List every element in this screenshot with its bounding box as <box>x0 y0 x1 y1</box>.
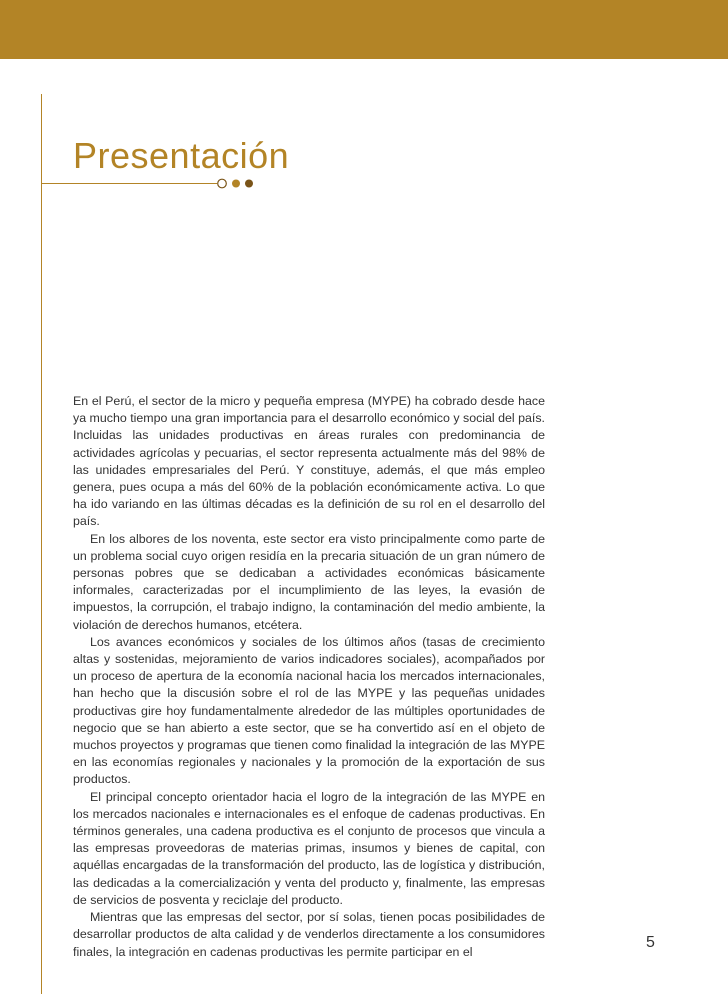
title-ornament <box>41 172 271 192</box>
page-title: Presentación <box>73 135 290 176</box>
hollow-circle-icon <box>218 179 227 188</box>
header-band <box>0 0 728 59</box>
paragraph: En los albores de los noventa, este sector era visto principalmente como parte de un problema social cuyo origen residía en la precaria situación de un gran número de personas pobres que se dedicaban a actividades económicas básicamente informales, caracterizadas por el incumplimiento de las leyes, la evasión de impuestos, la corrupción, el trabajo indigno, la contaminación del medio ambiente, la violación de derechos humanos, etcétera. <box>73 531 545 632</box>
dot-icon <box>245 180 253 188</box>
paragraph: En el Perú, el sector de la micro y pequeña empresa (MYPE) ha cobrado desde hace ya mucho tiempo una gran importancia para el desarrollo económico y social del país. Incluidas las unidades productivas en áreas rurales con predominancia de actividades agrícolas y pecuarias, el sector representa actualmente más del 98% de las unidades empresariales del Perú. Y constituye, además, el que más empleo genera, pues ocupa a más del 60% de la población económicamente activa. Lo que ha ido variando en las últimas décadas es la definición de su rol en el desarrollo del país. <box>73 394 545 529</box>
frame-line <box>41 94 42 994</box>
paragraph: Los avances económicos y sociales de los últimos años (tasas de crecimiento altas y sostenidas, mejoramiento de varios indicadores sociales), acompañados por un proceso de apertura de la economía nacional hacia los mercados internacionales, han hecho que la discusión sobre el rol de las MYPE y las pequeñas unidades productivas gire hoy fundamentalmente alrededor de las múltiples oportunidades de negocio que se han abierto a este sector, que se ha convertido así en el objeto de muchos proyectos y programas que tienen como finalidad la integración de las MYPE en las economías regionales y nacionales y la promoción de la exportación de sus productos. <box>73 634 545 787</box>
page-number: 5 <box>646 934 655 951</box>
body-text <box>73 393 545 961</box>
paragraph: Mientras que las empresas del sector, por sí solas, tienen pocas posibilidades de desarrollar productos de alta calidad y de venderlos directamente a los consumidores finales, la integración en cadenas productivas les permite participar en el <box>73 910 545 959</box>
ornament-line <box>42 184 218 192</box>
paragraph: El principal concepto orientador hacia el logro de la integración de las MYPE en los mercados nacionales e internacionales es el enfoque de cadenas productivas. En términos generales, una cadena productiva es el conjunto de procesos que vincula a las empresas proveedoras de materias primas, insumos y bienes de capital, con aquéllas encargadas de la transformación del producto, las de logística y distribución, las dedicadas a la comercialización y venta del producto y, finalmente, las empresas de servicios de posventa y reciclaje del producto. <box>73 789 545 907</box>
dot-icon <box>232 180 240 188</box>
